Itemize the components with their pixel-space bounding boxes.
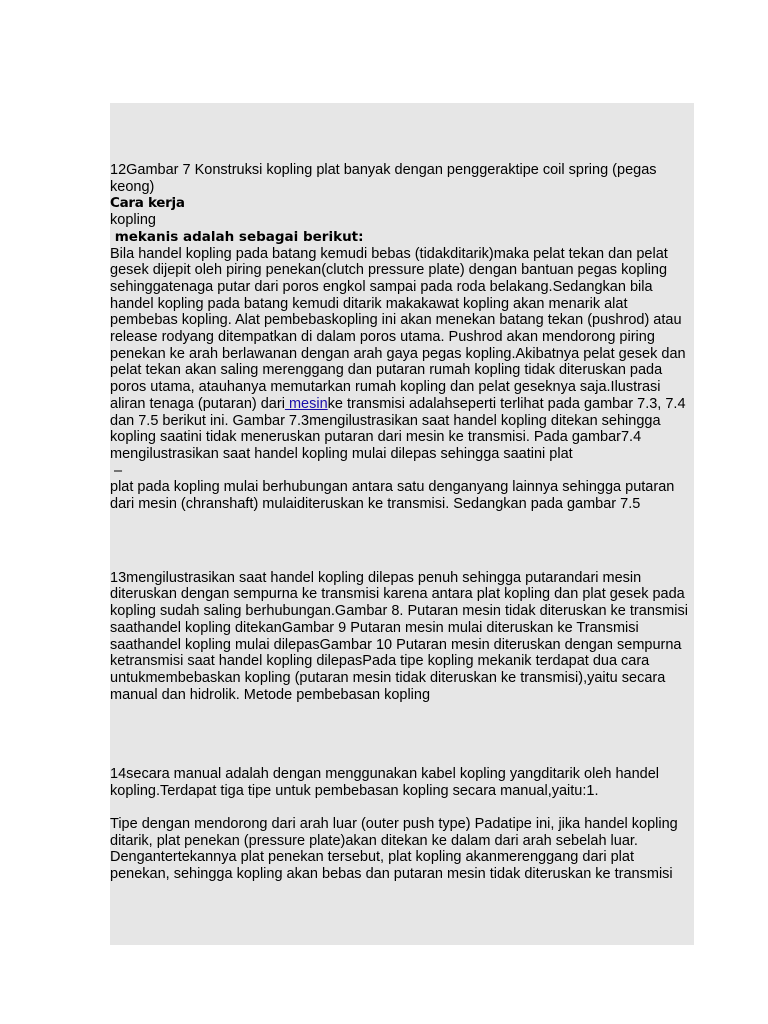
paragraph-section-14-body: Tipe dengan mendorong dari arah luar (outer push type) Padatipe ini, jika handel kopling ditarik, plat penekan (pressure plate)akan ditekan ke dalam dari arah sebelah luar. Dengantertekannya plat penekan tersebut, plat kopling akanmerenggang dari plat penekan, sehingga kopling akan bebas dan putaran mesin tidak diteruskan ke transmisi	[110, 815, 678, 882]
spacer	[110, 513, 696, 570]
figure-caption-12: 12Gambar 7 Konstruksi kopling plat banyak dengan penggeraktipe coil spring (pegas keong)	[110, 162, 657, 195]
paragraph-section-13: 13mengilustrasikan saat handel kopling dilepas penuh sehingga putarandari mesin diteruskan dengan sempurna ke transmisi karena antara plat kopling dan plat gesek pada kopling sudah saling berhubungan.Gambar 8. Putaran mesin tidak diteruskan ke transmisi saathandel kopling ditekanGambar 9 Putaran mesin mulai diteruskan ke Transmisi saathandel kopling mulai dilepasGambar 10 Putaran mesin diteruskan dengan sempurna ketransmisi saat handel kopling dilepasPada tipe kopling mekanik terdapat dua cara untukmembebaskan kopling (putaran mesin tidak diteruskan ke transmisi),yaitu secara manual dan hidrolik. Metode pembebasan kopling	[110, 569, 688, 703]
section-heading-cara-kerja: Cara kerja	[110, 195, 185, 212]
section-subheading-mekanis: mekanis adalah sebagai berikut:	[110, 228, 364, 245]
kopling-label: kopling	[110, 212, 156, 229]
document-content	[110, 162, 696, 883]
spacer	[110, 800, 696, 816]
mesin-link[interactable]: mesin	[284, 395, 328, 412]
paragraph-section-14-intro: 14secara manual adalah dengan menggunakan kabel kopling yangditarik oleh handel kopling.Terdapat tiga tipe untuk pembebasan kopling secara manual,yaitu:1.	[110, 766, 659, 800]
dash-separator: –	[110, 462, 123, 479]
paragraph-continued: plat pada kopling mulai berhubungan antara satu denganyang lainnya sehingga putaran dari mesin (chranshaft) mulaiditeruskan ke transmisi. Sedangkan pada gambar 7.5	[110, 479, 675, 513]
paragraph-cara-kerja	[110, 246, 696, 463]
spacer	[110, 703, 696, 766]
paragraph-text-before-link: Bila handel kopling pada batang kemudi bebas (tidakditarik)maka pelat tekan dan pelat gesek dijepit oleh piring penekan(clutch pressure plate) dengan bantuan pegas kopling sehinggatenaga putar dari poros engkol sampai pada roda belakang.Sedangkan bila handel kopling pada batang kemudi ditarik makakawat kopling akan menarik alat pembebas kopling. Alat pembebaskopling ini akan menekan batang tekan (pushrod) atau release rodyang ditempatkan di dalam poros utama. Pushrod akan mendorong piring penekan ke arah berlawanan dengan arah gaya pegas kopling.Akibatnya pelat gesek dan pelat tekan akan saling merenggang dan putaran rumah kopling tidak diteruskan pada poros utama, atauhanya memutarkan rumah kopling dan pelat geseknya saja.Ilustrasi aliran tenaga (putaran) dari	[110, 245, 686, 412]
paragraph-text-after-link: ke transmisi adalahseperti terlihat pada gambar 7.3, 7.4 dan 7.5 berikut ini. Gambar 7.3mengilustrasikan saat handel kopling ditekan sehingga kopling saatini tidak meneruskan putaran dari mesin ke transmisi. Pada gambar7.4 mengilustrasikan saat handel kopling mulai dilepas sehingga saatini plat	[110, 395, 686, 462]
